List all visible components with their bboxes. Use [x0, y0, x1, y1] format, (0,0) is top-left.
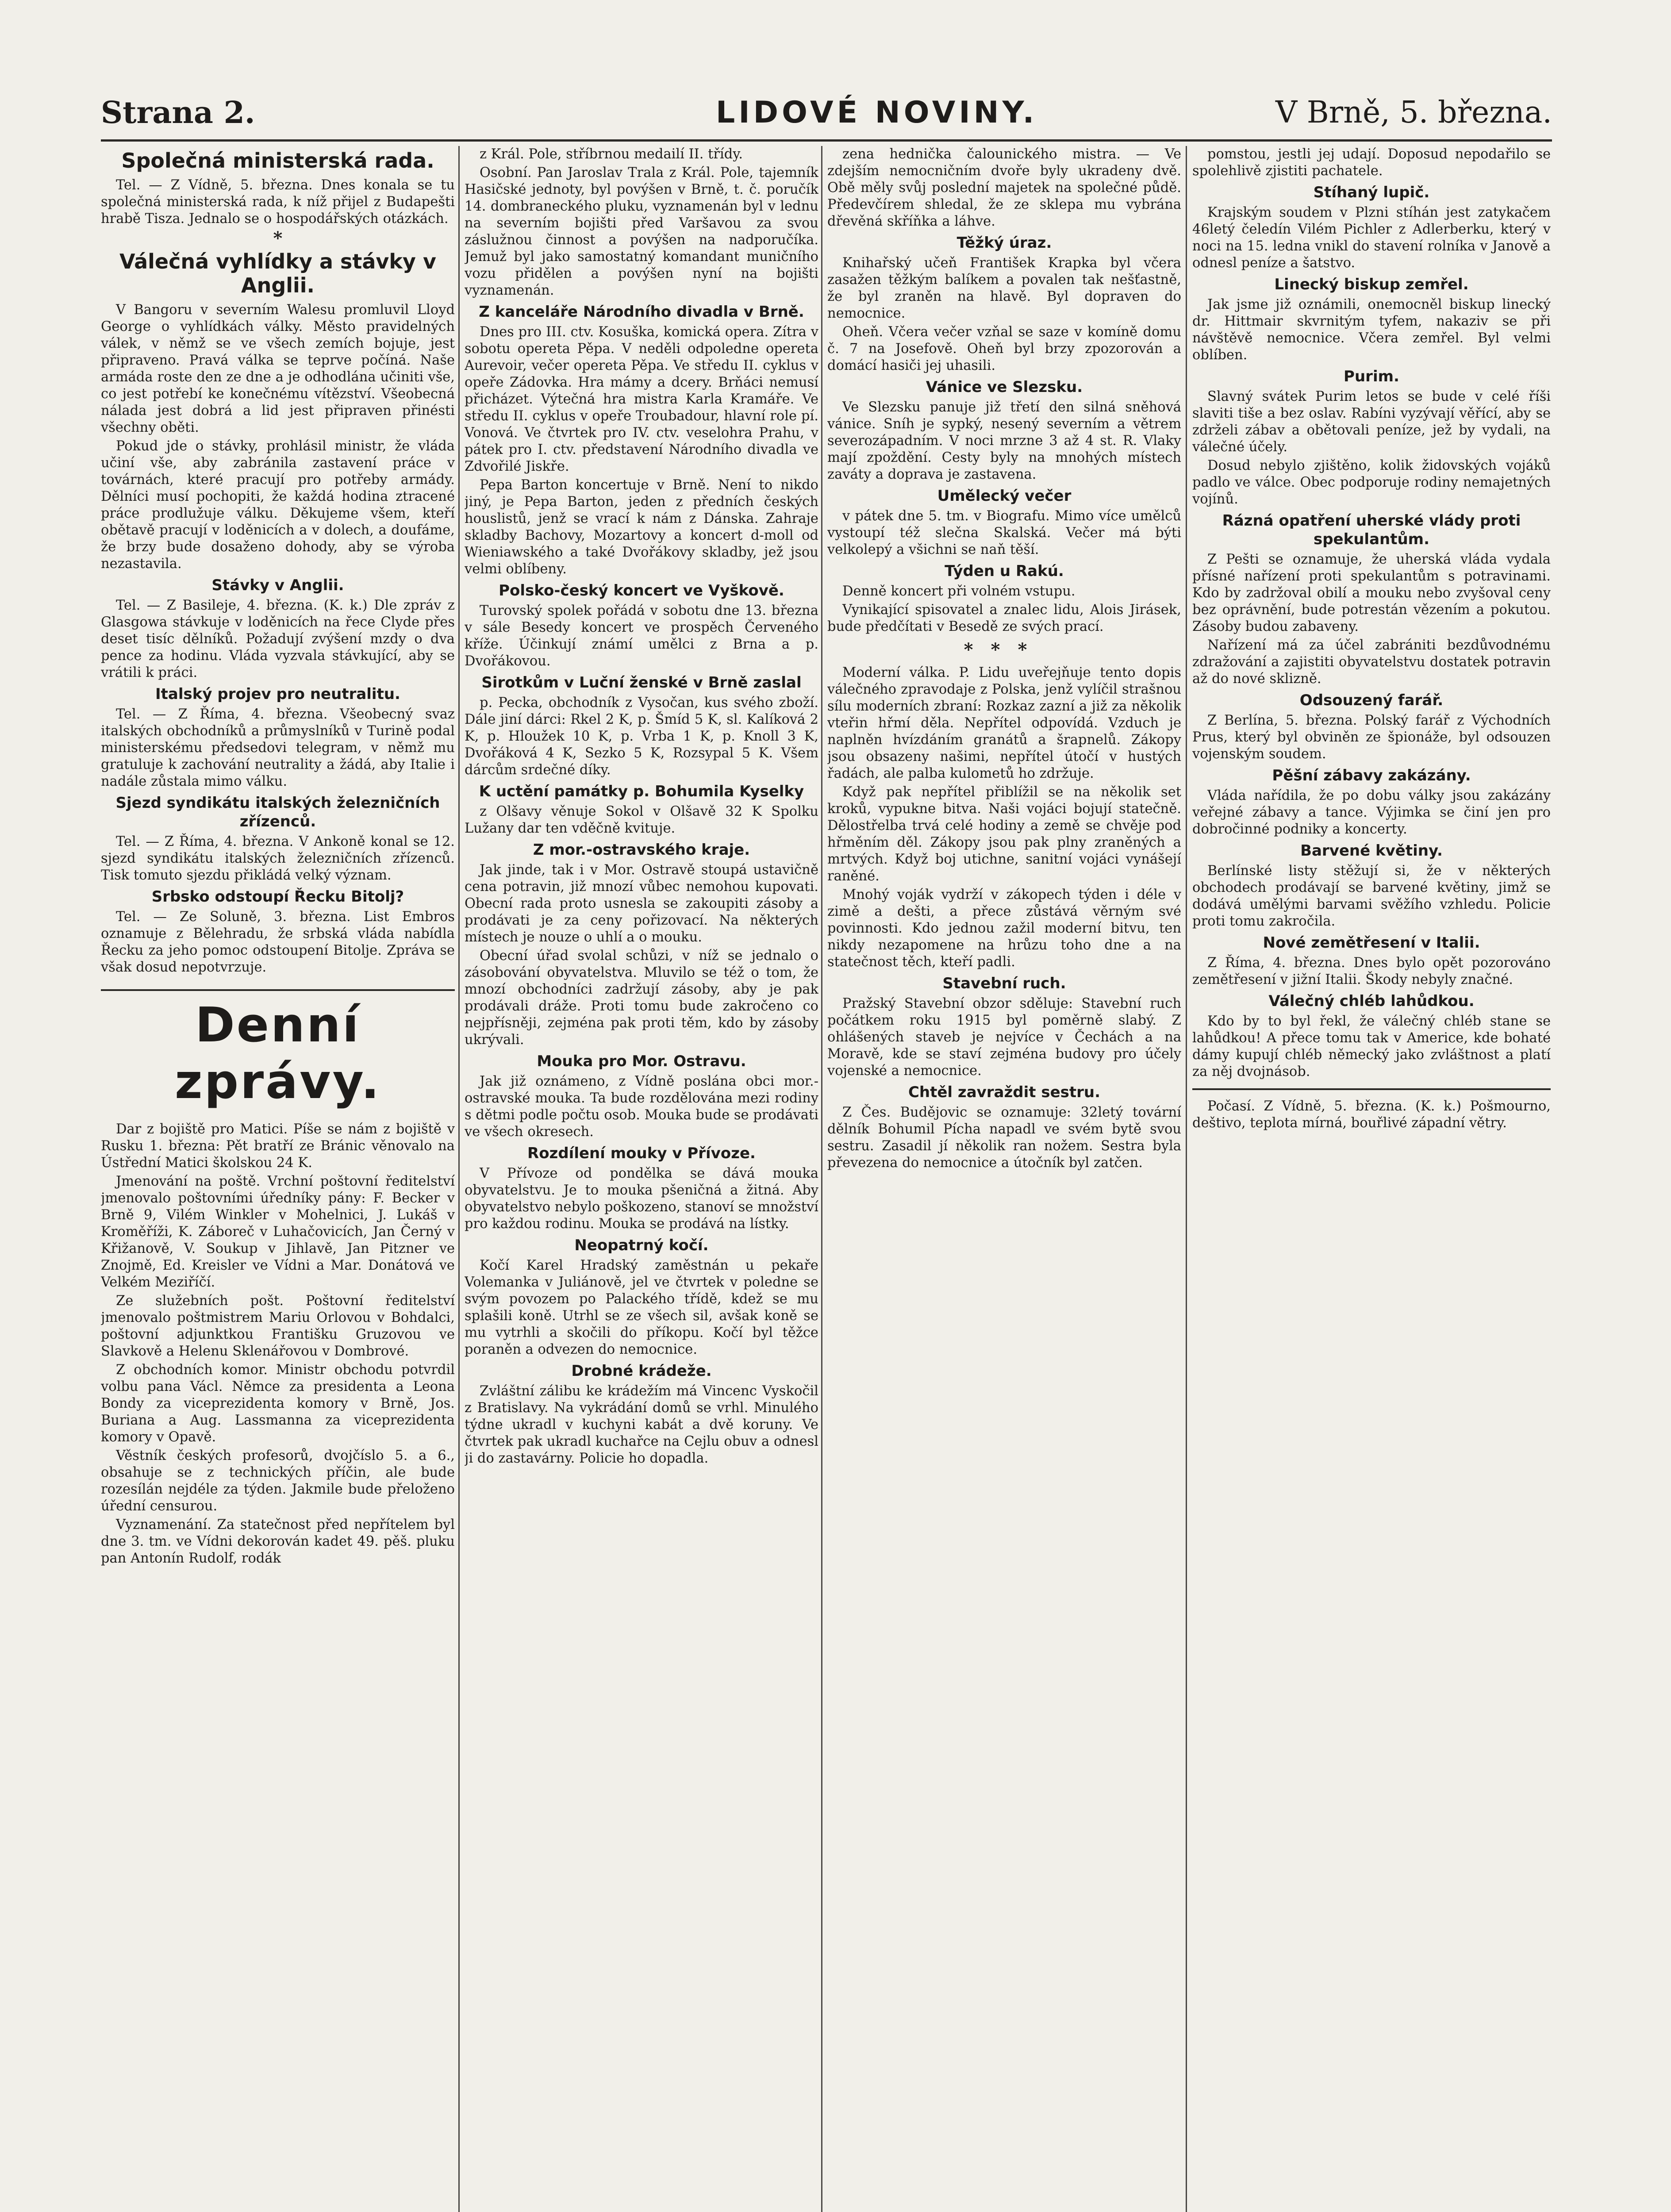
- article-heading: Purim.: [1344, 368, 1399, 385]
- section-title: Denní zprávy.: [101, 989, 455, 1110]
- news-item: zena hednička čalounického mistra. — Ve zdejším nemocničním dvoře byly ukradeny dvě. Obě měly svůj poslední majetek na společné půdě. Předevčírem shledal, že ze sklepa mu vybrána dřevěná skříňka a láhve.: [827, 146, 1181, 229]
- news-item: Vynikající spisovatel a znalec lidu, Alois Jirásek, bude předčítati v Besedě ze svých prací.: [827, 602, 1181, 634]
- article-paragraph: Tel. — Z Basileje, 4. března. (K. k.) Dle zpráv z Glasgowa stávkuje v loděnicích na řece Clyde přes deset tisíc dělníků. Požadují zvýšení mzdy o dva pence za hodinu. Vláda vyzvala stávkující, aby se vrátili k práci.: [101, 598, 455, 680]
- article-paragraph: Pokud jde o stávky, prohlásil ministr, že vláda učiní vše, aby zabránila zastavení práce v továrnách, které pracují pro potřeby armády. Dělníci musí pochopiti, že každá hodina ztracené práce prodlužuje válku. Děkujeme všem, kteří obětavě pracují v loděnicích a v dolech, a doufáme, že brzy bude dosaženo dohody, aby se výroba nezastavila.: [101, 438, 455, 572]
- news-item: Jak jinde, tak i v Mor. Ostravě stoupá ustavičně cena potravin, již mnozí vůbec nemohou kupovati. Obecní rada proto usnesla se zakoupiti zásoby a prodávati je za ceny pořizovací. Na některých místech je nouze o uhlí a o mouku.: [465, 862, 818, 945]
- news-item: z Král. Pole, stříbrnou medailí II. třídy.: [480, 146, 743, 162]
- news-item: Ze služebních pošt. Poštovní ředitelství jmenovalo poštmistrem Mariu Orlovou v Bohdalci, poštovní adjunktkou Františku Gruzovou ve Slavkově a Helenu Sklenářovou v Dombrové.: [101, 1293, 455, 1359]
- news-item: Zvláštní zálibu ke krádežím má Vincenc Vyskočil z Bratislavy. Na vykrádání domů se vrhl. Minulého týdne ukradl v kuchyni kabát a dvě koruny. Ve čtvrtek pak ukradl kuchařce na Cejlu obuv a odnesl ji do zastavárny. Policie ho dopadla.: [465, 1383, 818, 1466]
- article-heading: Srbsko odstoupí Řecku Bitolj?: [151, 888, 404, 906]
- news-item: Slavný svátek Purim letos se bude v celé říši slaviti tiše a bez oslav. Rabíni vyzývají věřící, aby se zdrželi zábav a obětovali peníze, jež by vydali, na válečné účely.: [1192, 389, 1551, 455]
- news-item: Knihařský učeň František Krapka byl včera zasažen těžkým balíkem a povalen tak nešťastně, že byl zraněn na hlavě. Byl dopraven do nemocnice.: [827, 255, 1181, 321]
- article-heading: Umělecký večer: [937, 487, 1072, 505]
- news-item: Z Berlína, 5. března. Polský farář z Východních Prus, který byl obviněn ze špionáže, byl odsouzen vojenským soudem.: [1192, 713, 1551, 762]
- article-paragraph: V Bangoru v severním Walesu promluvil Lloyd George o vyhlídkách války. Město pravidelných válek, v němž se ve všech zemích bojuje, jest připraveno. Pravá válka se teprve počíná. Naše armáda roste den ze dne a je odhodlána učiniti vše, co jest potřebí ke konečnému vítězství. Všeobecná nálada jest dobrá a lid jest připraven přinésti všechny oběti.: [101, 302, 455, 435]
- article-heading: Drobné krádeže.: [571, 1362, 712, 1380]
- news-item: Obecní úřad svolal schůzi, v níž se jednalo o zásobování obyvatelstva. Mluvilo se též o tom, že mnozí obchodníci zadržují zásoby, aby je pak prodávali dráže. Proti tomu bude zakročeno co nejpřísněji, zejména pak proti těm, kdo by zásoby ukrývali.: [465, 948, 818, 1048]
- separator-star: *: [273, 228, 283, 249]
- article-heading: Chtěl zavraždit sestru.: [908, 1083, 1101, 1101]
- article-paragraph: Tel. — Z Říma, 4. března. V Ankoně konal se 12. sjezd syndikátu italských železničních zřízenců. Tisk tomuto sjezdu přikládá velký význam.: [101, 834, 455, 883]
- news-item: Když pak nepřítel přiblížil se na několik set kroků, vypukne bitva. Naši vojáci bojují statečně. Dělostřelba trvá celé hodiny a země se chvěje pod hřměním děl. Zákopy jsou pak plny zraněných a mrtvých. Když boj utichne, sanitní vojáci vynášejí raněné.: [827, 784, 1181, 884]
- news-item: Dar z bojiště pro Matici. Píše se nám z bojiště v Rusku 1. března: Pět bratří ze Bránic věnovalo na Ústřední Matici školskou 24 K.: [101, 1121, 455, 1171]
- news-item: Z obchodních komor. Ministr obchodu potvrdil volbu pana Václ. Němce za presidenta a Leona Bondy za viceprezidenta komory v Brně, Jos. Buriana a Aug. Lassmanna za viceprezidenta komory v Opavě.: [101, 1362, 455, 1445]
- article-heading: Nové zemětřesení v Italii.: [1263, 934, 1480, 952]
- masthead: LIDOVÉ NOVINY.: [716, 95, 1038, 130]
- divider: [1192, 1088, 1551, 1090]
- news-item: z Olšavy věnuje Sokol v Olšavě 32 K Spolku Lužany dar ten vděčně kvituje.: [465, 804, 818, 836]
- weather-report: Počasí. Z Vídně, 5. března. (K. k.) Pošmourno, deštivo, teplota mírná, bouřlivé západní větry.: [1192, 1098, 1551, 1131]
- news-item: Jmenování na poště. Vrchní poštovní ředitelství jmenovalo poštovními úředníky pány: F. Becker v Brně 9, Vilém Winkler v Mohelnici, J. Lukáš v Kroměříži, K. Záboreč v Luhačovicích, Jan Černý v Křižanově, V. Soukup v Jihlavě, Jan Pitzner ve Znojmě, Ed. Kreisler ve Vídni a Mar. Donátová ve Velkém Meziříčí.: [101, 1174, 455, 1290]
- news-item: Ve Slezsku panuje již třetí den silná sněhová vánice. Sníh je sypký, nesený severním a větrem severozápadním. V noci mrzne 3 až 4 st. R. Vlaky mají zpoždění. Cesty byly na mnohých místech zaváty a doprava je zastavena.: [827, 399, 1181, 482]
- article-heading: Odsouzený farář.: [1299, 691, 1444, 709]
- page-header: [101, 91, 1552, 142]
- news-item: Nařízení má za účel zabrániti bezdůvodnému zdražování a zajistiti obyvatelstvu dostatek potravin až do nové sklizně.: [1192, 637, 1551, 687]
- news-item: V Přívoze od pondělka se dává mouka obyvatelstvu. Je to mouka pšeničná a žitná. Aby obyvatelstvo nebylo poškozeno, stanoví se množství pro každou rodinu. Mouka se prodává na lístky.: [465, 1166, 818, 1232]
- article-heading: Rázná opatření uherské vlády proti spekulantům.: [1222, 512, 1521, 548]
- article-heading: Rozdílení mouky v Přívoze.: [527, 1144, 756, 1162]
- article-heading: Stíhaný lupič.: [1313, 184, 1430, 201]
- column-4: [1192, 146, 1551, 2212]
- news-item: Dosud nebylo zjištěno, kolik židovských vojáků padlo ve válce. Obec podporuje rodiny nemajetných vojínů.: [1192, 458, 1551, 507]
- news-item: Osobní. Pan Jaroslav Trala z Král. Pole, tajemník Hasičské jednoty, byl povýšen v Brně, t. č. poručík 14. dombraneckého pluku, vyznamenán byl v lednu na severním bojišti před Varšavou za svou záslužnou činnost a povýšen na nadporučíka. Jemuž byl jako samostatný komandant muničního vozu přidělen a povýšen nyní na bojišti vyznamenán.: [465, 165, 818, 298]
- news-item: Vyznamenání. Za statečnost před nepřítelem byl dne 3. tm. ve Vídni dekorován kadet 49. pěš. pluku pan Antonín Rudolf, rodák: [101, 1517, 455, 1566]
- article-heading: Válečná vyhlídky a stávky v Anglii.: [119, 250, 436, 297]
- news-item: Jak již oznámeno, z Vídně poslána obci mor.-ostravské mouka. Ta bude rozdělována mezi rodiny s dětmi podle počtu osob. Mouka bude se prodávati ve všech okresech.: [465, 1074, 818, 1140]
- article-heading: Polsko-český koncert ve Vyškově.: [499, 582, 784, 599]
- column-1: [101, 146, 455, 2212]
- column-rule: [1186, 146, 1187, 2212]
- news-item: Krajským soudem v Plzni stíhán jest zatykačem 46letý čeledín Vilém Pichler z Adlerberku, který v noci na 15. ledna vnikl do stavení rolníka v Janově a odnesl peníze a šatstvo.: [1192, 205, 1551, 271]
- news-item: Pražský Stavební obzor sděluje: Stavební ruch počátkem roku 1915 byl poměrně slabý. Z ohlášených staveb je nejvíce v Čechách a na Moravě, kde se staví zejména budovy pro účely vojenské a nemocnice.: [827, 996, 1181, 1079]
- page-number: Strana 2.: [101, 95, 255, 131]
- separator-stars: ***: [964, 639, 1045, 660]
- article-heading: Pěšní zábavy zakázány.: [1272, 767, 1471, 784]
- article-heading: Mouka pro Mor. Ostravu.: [537, 1052, 746, 1070]
- article-heading: Italský projev pro neutralitu.: [155, 685, 400, 703]
- news-item: Z Pešti se oznamuje, že uherská vláda vydala přísné nařízení proti spekulantům s potravinami. Kdo by zadržoval obilí a mouku nebo zvyšoval ceny bez oprávnění, bude potrestán vězením a pokutou. Zásoby budou zabaveny.: [1192, 552, 1551, 634]
- news-item: Moderní válka. P. Lidu uveřejňuje tento dopis válečného zpravodaje z Polska, jenž vylíčil strašnou sílu moderních zbraní: Rozkaz zazní a již za několik vteřin hřmí děla. Nepřítel odpovídá. Vzduch je naplněn hvízdáním granátů a šrapnelů. Zákopy jsou obsazeny našimi, nepřítel útočí v hustých řadách, ale palba kulometů ho zdržuje.: [827, 665, 1181, 781]
- news-item: Dnes pro III. ctv. Kosuška, komická opera. Zítra v sobotu opereta Pěpa. V neděli odpoledne opereta Aurevoir, večer opereta Pěpa. Ve středu II. cyklus v opeře Zádovka. Hra mámy a dcery. Brňáci nemusí přicházet. Výtečná hra mistra Karla Kramáře. Ve středu II. cyklus v opeře Troubadour, hlavní role pí. Vonová. Ve čtvrtek pro IV. ctv. veselohra Prahu, v pátek pro I. ctv. představení Národního divadla ve Zdvořilé Jiskře.: [465, 324, 818, 474]
- article-paragraph: Tel. — Ze Soluně, 3. března. List Embros oznamuje z Bělehradu, že srbská vláda nabídla Řecku za jeho pomoc odstoupení Bitolje. Zpráva se však dosud nepotvrzuje.: [101, 909, 455, 975]
- news-item: pomstou, jestli jej udají. Doposud nepodařilo se spolehlivě zjistiti pachatele.: [1192, 146, 1551, 179]
- article-heading: Společná ministerská rada.: [121, 149, 434, 173]
- news-item: Berlínské listy stěžují si, že v některých obchodech prodávají se barvené květiny, jimž se dodává umělými barvami svěžího vzhledu. Policie proti tomu zakročila.: [1192, 863, 1551, 929]
- news-item: Mnohý voják vydrží v zákopech týden i déle v zimě a dešti, a přece zůstává věrným své povinnosti. Kdo jednou zažil moderní bitvu, ten nikdy nezapomene na hrůzu toho dne a na statečnost těch, kteří padli.: [827, 887, 1181, 970]
- column-3: [827, 146, 1181, 2212]
- news-item: Z Čes. Budějovic se oznamuje: 32letý tovární dělník Bohumil Pícha napadl ve svém bytě svou sestru. Zasadil jí několik ran nožem. Sestra byla převezena do nemocnice a útočník byl zatčen.: [827, 1105, 1181, 1171]
- dateline: V Brně, 5. března.: [1275, 95, 1552, 130]
- news-item: Z Říma, 4. března. Dnes bylo opět pozorováno zemětřesení v jižní Italii. Škody nebyly značné.: [1192, 955, 1551, 987]
- article-heading: Neopatrný kočí.: [574, 1237, 709, 1254]
- news-item: v pátek dne 5. tm. v Biografu. Mimo více umělců vystoupí též slečna Skalská. Večer má býti velkolepý a všichni se naň těší.: [827, 508, 1181, 557]
- article-heading: Těžký úraz.: [957, 234, 1052, 252]
- column-rule: [458, 146, 460, 2212]
- news-item: Turovský spolek pořádá v sobotu dne 13. března v sále Besedy koncert ve prospěch Červeného kříže. Účinkují známí umělci z Brna a p. Dvořákovou.: [465, 603, 818, 669]
- article-heading: Sirotkům v Luční ženské v Brně zaslal: [481, 674, 802, 691]
- article-heading: Stávky v Anglii.: [211, 576, 344, 594]
- article-paragraph: Tel. — Z Vídně, 5. března. Dnes konala se tu společná ministerská rada, k níž přijel z Budapešti hrabě Tisza. Jednalo se o hospodářských otázkách.: [101, 177, 455, 227]
- news-item: Kdo by to byl řekl, že válečný chléb stane se lahůdkou! A přece tomu tak v Americe, kde bohaté dámy kupují chléb německý jako zvláštnost a platí za něj dvojnásob.: [1192, 1014, 1551, 1079]
- article-heading: Barvené květiny.: [1300, 842, 1443, 860]
- article-heading: Z kanceláře Národního divadla v Brně.: [479, 303, 804, 321]
- column-rule: [821, 146, 822, 2212]
- article-heading: Sjezd syndikátu italských železničních zřízenců.: [115, 794, 440, 830]
- news-item: p. Pecka, obchodník z Vysočan, kus svého zboží. Dále jiní dárci: Rkel 2 K, p. Šmíd 5 K, sl. Kalíková 2 K, p. Hloužek 10 K, p. Vrba 1 K, p. Knoll 3 K, Dvořáková 4 K, Sezko 5 K, Rozsypal 5 K. Všem dárcům srdečné díky.: [465, 695, 818, 778]
- column-2: [465, 146, 818, 2212]
- article-paragraph: Tel. — Z Říma, 4. března. Všeobecný svaz italských obchodníků a průmyslníků v Turině podal ministerskému předsedovi telegram, v němž mu gratuluje k zachování neutrality a žádá, aby Italie i nadále zůstala mimo válku.: [101, 707, 455, 789]
- article-heading: Válečný chléb lahůdkou.: [1268, 992, 1475, 1010]
- news-item: Pepa Barton koncertuje v Brně. Není to nikdo jiný, je Pepa Barton, jeden z předních českých houslistů, jenž se vrací k nám z Dánska. Zahraje skladby Bachovy, Mozartovy a koncert d-moll od Wieniawského a také Dvořákovy skladby, jež jsou velmi oblíbeny.: [465, 477, 818, 577]
- news-item: Vláda nařídila, že po dobu války jsou zakázány veřejné zábavy a tance. Výjimka se činí jen pro dobročinné podniky a koncerty.: [1192, 788, 1551, 837]
- article-heading: Týden u Rakú.: [945, 562, 1064, 580]
- news-item: Věstník českých profesorů, dvojčíslo 5. a 6., obsahuje se z technických příčin, ale bude rozesílán nejdéle za týden. Jakmile bude přeloženo úřední censurou.: [101, 1448, 455, 1514]
- news-item: Kočí Karel Hradský zaměstnán u pekaře Volemanka v Juliánově, jel ve čtvrtek v poledne se svým povozem po Palackého třídě, kdež se mu splašili koně. Utrhl se ze všech sil, avšak koně se mu vytrhli a skočili do příkopu. Kočí byl těžce poraněn a odvezen do nemocnice.: [465, 1258, 818, 1357]
- article-heading: Linecký biskup zemřel.: [1274, 276, 1469, 293]
- article-heading: Z mor.-ostravského kraje.: [533, 841, 750, 859]
- news-item: Denně koncert při volném vstupu.: [842, 584, 1076, 599]
- article-heading: K uctění památky p. Bohumila Kyselky: [479, 783, 804, 800]
- article-heading: Vánice ve Slezsku.: [926, 378, 1083, 396]
- article-heading: Stavební ruch.: [942, 975, 1066, 992]
- news-item: Jak jsme již oznámili, onemocněl biskup linecký dr. Hittmair skvrnitým tyfem, nakaziv se při návštěvě nemocnice. Včera zemřel. Byl velmi oblíben.: [1192, 297, 1551, 363]
- news-item: Oheň. Včera večer vzňal se saze v komíně domu č. 7 na Josefově. Oheň byl brzy zpozorován a domácí hasiči jej uhasili.: [827, 324, 1181, 373]
